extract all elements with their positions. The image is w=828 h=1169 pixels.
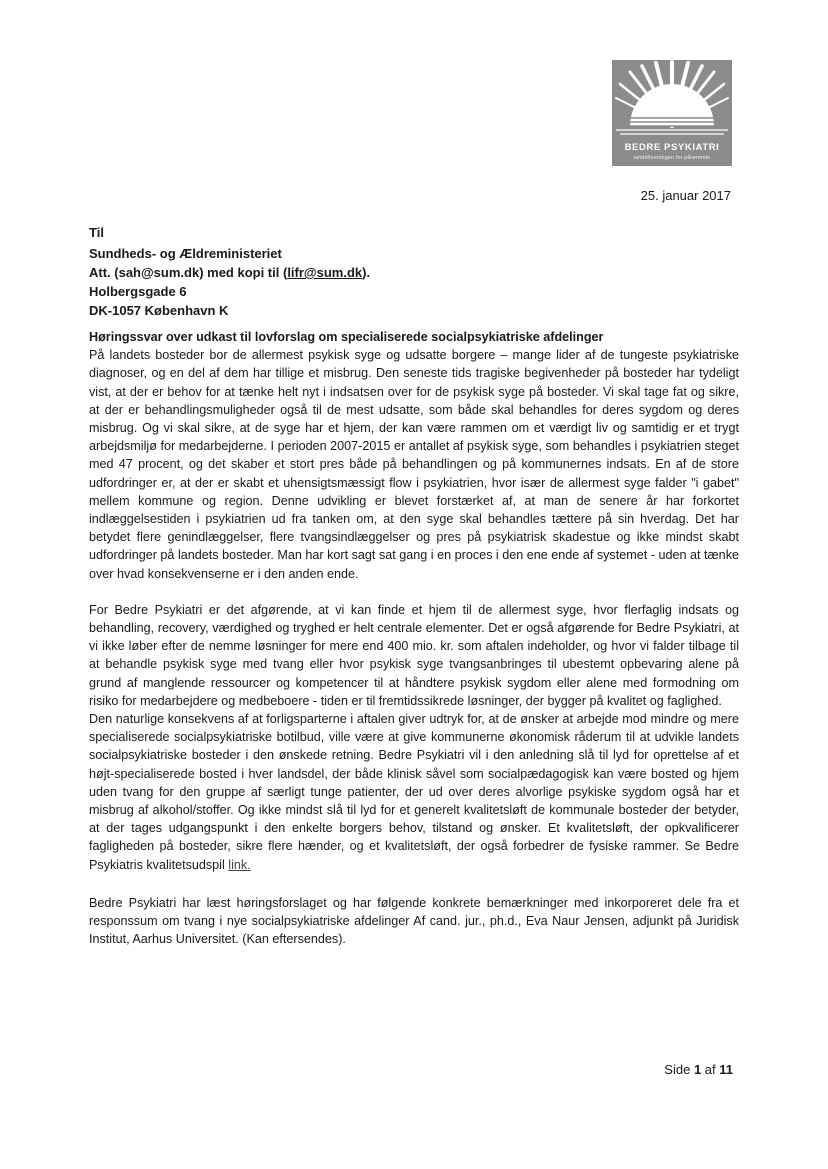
logo-tagline: landsforeningen for pårørende: [633, 155, 711, 161]
page-current: 1: [693, 1062, 702, 1077]
page-prefix: Side: [664, 1062, 694, 1077]
paragraph-3: [89, 710, 739, 874]
paragraph-2: For Bedre Psykiatri er det afgørende, at vi kan finde et hjem til de allermest syge, hvor flerfaglig indsats og behandling, recovery, værdighed og tryghed er helt centrale elementer. Det er også afgørende for Bedre Psykiatri, at vi ikke løber efter de nemme løsninger for mere end 400 mio. kr. som aftalen indeholder, og hvor vi falder tilbage til at behandle psykisk syge med tvang eller hvor psykisk syge tvangsanbringes til ubestemt opbevaring alene på grund af manglende ressourcer og kompetencer til at håndtere psykisk sygdom eller alene med formodning om risiko for medarbejdere og medbeboere - tiden er til fremtidssikrede løsninger, der bygger på kvalitet og faglighed.: [89, 602, 739, 708]
paragraph-4: Bedre Psykiatri har læst høringsforslaget og har følgende konkrete bemærkninger med inkorporeret dele fra et responssum om tvang i nye socialpsykiatriske afdelinger Af cand. jur., ph.d., Eva Naur Jensen, adjunkt på Juridisk Institut, Aarhus Universitet. (Kan eftersendes).: [89, 895, 739, 947]
letter-date: 25. januar 2017: [640, 188, 731, 203]
letter-body: [89, 328, 739, 949]
att-suffix: ).: [362, 265, 371, 280]
address-city: DK-1057 København K: [89, 303, 229, 318]
address-street: Holbergsgade 6: [89, 284, 187, 299]
recipient-address: [89, 223, 370, 320]
paragraph-1: På landets bosteder bor de allermest psykisk syge og udsatte borgere – mange lider af de tungeste psykiatriske diagnoser, og en del af dem har tillige et misbrug. Den seneste tids tragiske begivenheder på bosteder har tydeligt vist, at der er behov for at tænke helt nyt i indsatsen over for de psykisk syge på bosteder. Vi skal tage fat og sikre, at der er behandlingsmuligheder også til de mest udsatte, som både skal behandles for deres sygdom og deres misbrug. Og vi skal sikre, at de syge har et hjem, der kan være rammen om et værdigt liv og samtidig er et trygt arbejdsmiljø for medarbejderne. I perioden 2007-2015 er antallet af psykisk syge, som behandles i psykiatrien steget med 47 procent, og det skaber et stort pres både på behandlingen og på kommunernes indsats. En af de store udfordringer er, at der er skabt et uhensigtsmæssigt flow i psykiatrien, hvor især de allermest syge falder "i gabet" mellem kommune og region. Denne udvikling er blevet forstærket af, at man de senere år har forkortet indlæggelsestiden i psykiatrien ud fra tanken om, at den syge skal behandles tættere på sin hverdag. Det har betydet flere genindlæggelser, flere tvangsindlæggelser og pres på psykiatrisk skadestue og ikke mindst skabt udfordringer på landets bosteder. Man har kort sagt sat gang i en proces i den ene ende af systemet - uden at tænke over hvad konsekvenserne er i den anden ende.: [89, 348, 739, 581]
quality-proposal-link[interactable]: link.: [228, 857, 251, 872]
paragraph-3-text: Den naturlige konsekvens af at forligsparterne i aftalen giver udtryk for, at de ønsker at arbejde mod mindre og mere specialiserede socialpsykiatriske botilbud, ville være at give kommunerne økonomisk råderum til at udvikle landets socialpsykiatriske bosteder i den ønskede retning. Bedre Psykiatri vil i den anledning slå til lyd for oprettelse af et højt-specialiserede bosted i hver landsdel, der både klinisk såvel som socialpædagogisk kan være bosted og hjem uden tvang for den gruppe af særligt tunge patienter, der ud over deres alvorlige psykiske sygdom også har et misbrug af alkohol/stoffer. Og ikke mindst slå til lyd for et generelt kvalitetsløft de kommunale bosteder der betyder, at der tages udgangspunkt i den enkelte borgers behov, tilstand og ønsker. Et kvalitetsløft, der opkvalificerer fagligheden på bosteder, sikre flere hænder, og et kvalitetsløft, der også forbedrer de fysiske rammer. Se Bedre Psykiatris kvalitetsudspil: [89, 712, 739, 872]
email-link[interactable]: lifr@sum.dk: [287, 265, 363, 280]
address-to: Til: [89, 225, 104, 240]
address-ministry: Sundheds- og Ældreministeriet: [89, 246, 282, 261]
logo-name: BEDRE PSYKIATRI: [624, 142, 720, 153]
att-prefix: Att. (sah@sum.dk) med kopi til (: [89, 265, 288, 280]
subject-heading: Høringssvar over udkast til lovforslag om specialiserede socialpsykiatriske afdelinger: [89, 330, 604, 344]
page-total: 11: [719, 1062, 733, 1077]
page-middle: af: [701, 1062, 720, 1077]
bedre-psykiatri-logo: [612, 60, 732, 166]
address-att-line: [89, 263, 370, 282]
sunrise-rays-icon: [612, 60, 732, 140]
page-number: [664, 1062, 733, 1077]
